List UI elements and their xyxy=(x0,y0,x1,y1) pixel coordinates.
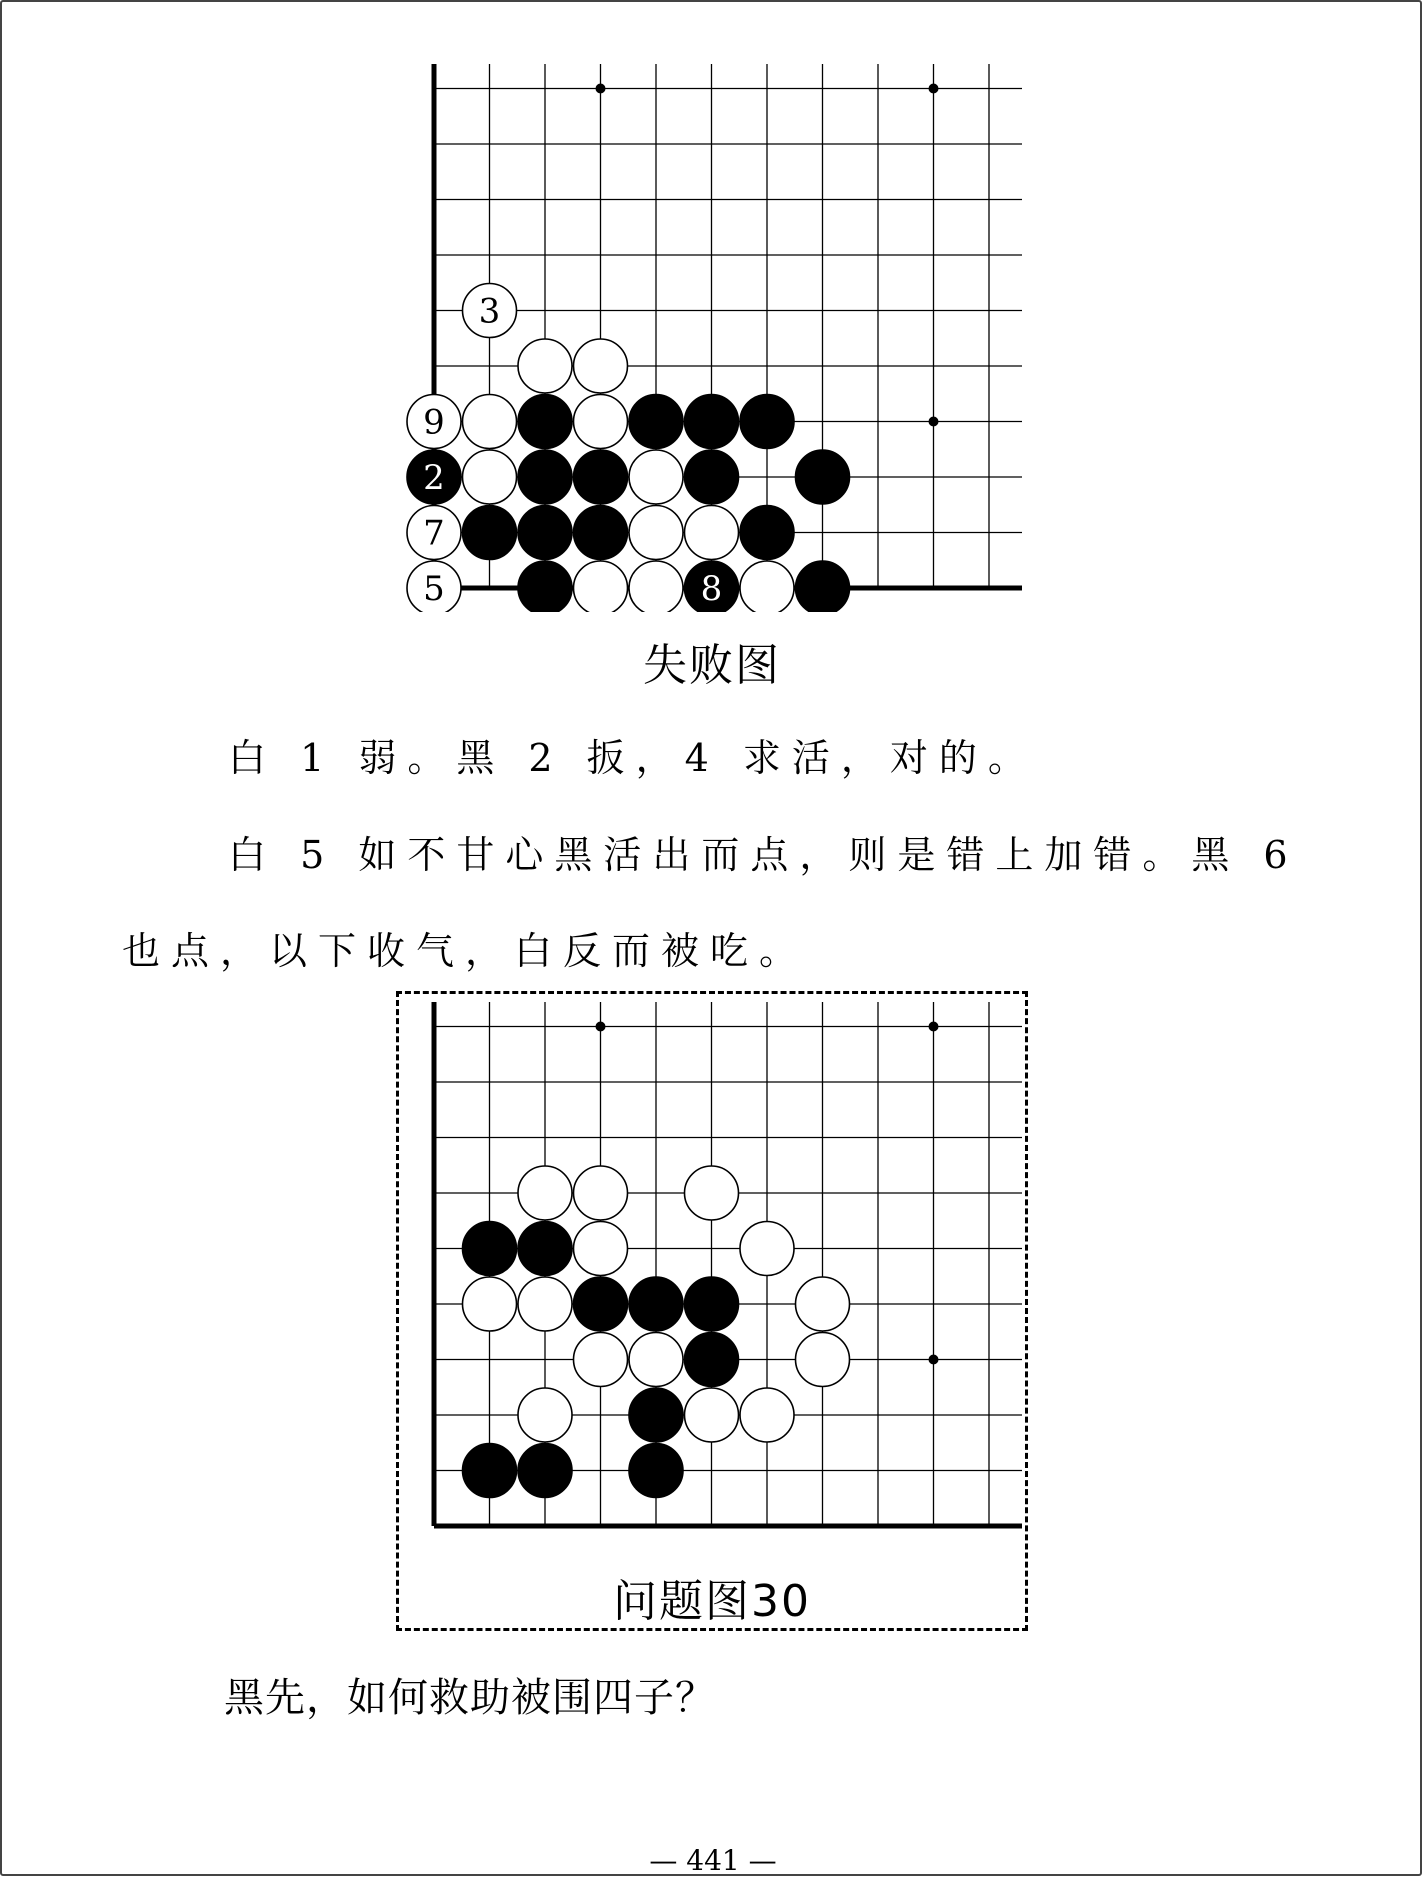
go-board-problem-30 xyxy=(402,990,1042,1550)
failure-board-move-number: 7 xyxy=(423,513,445,554)
failure-board-move-number: 9 xyxy=(423,402,445,443)
problem-board-white-stone xyxy=(796,1333,850,1387)
failure-board-black-stone xyxy=(796,561,850,612)
failure-board-star-point xyxy=(929,417,939,427)
failure-board-white-stone xyxy=(574,395,628,449)
problem-board-black-stone xyxy=(518,1444,572,1498)
failure-board-black-stone xyxy=(518,561,572,612)
problem-board-black-stone xyxy=(685,1333,739,1387)
failure-board-white-stone xyxy=(629,561,683,612)
failure-board-white-stone xyxy=(740,561,794,612)
commentary-paragraph-1: 白 1 弱。黑 2 扳，4 求活，对的。 xyxy=(228,736,1037,780)
problem-board-black-stone xyxy=(629,1388,683,1442)
problem-board-black-stone xyxy=(629,1277,683,1331)
failure-board-black-stone xyxy=(740,395,794,449)
problem-board-black-stone xyxy=(518,1222,572,1276)
problem-board-white-stone xyxy=(574,1333,628,1387)
problem-board-white-stone xyxy=(574,1222,628,1276)
failure-board-white-stone xyxy=(629,450,683,504)
problem-board-white-stone xyxy=(463,1277,517,1331)
problem-board-white-stone xyxy=(740,1388,794,1442)
go-board-failure-diagram xyxy=(402,52,1042,612)
problem-board-white-stone xyxy=(518,1277,572,1331)
problem-board-white-stone xyxy=(629,1333,683,1387)
problem-board-white-stone xyxy=(685,1166,739,1220)
failure-board-white-stone xyxy=(574,561,628,612)
failure-board-black-stone xyxy=(685,450,739,504)
problem-board-black-stone xyxy=(574,1277,628,1331)
failure-board-white-stone xyxy=(629,506,683,560)
failure-board-black-stone xyxy=(574,450,628,504)
failure-board-move-number: 2 xyxy=(423,458,445,498)
problem-board-star-point xyxy=(596,1022,606,1032)
problem-board-white-stone xyxy=(574,1166,628,1220)
failure-board-black-stone xyxy=(518,450,572,504)
problem-board-black-stone xyxy=(685,1277,739,1331)
page-number: — 441 — xyxy=(649,1844,777,1877)
failure-board-star-point xyxy=(596,84,606,94)
problem-board-black-stone xyxy=(463,1222,517,1276)
problem-board-black-stone xyxy=(629,1444,683,1498)
failure-board-move-number: 5 xyxy=(423,569,445,609)
problem-board-star-point xyxy=(929,1022,939,1032)
failure-board-black-stone xyxy=(518,506,572,560)
failure-diagram-caption: 失败图 xyxy=(643,640,781,691)
problem-board-white-stone xyxy=(685,1388,739,1442)
go-board-problem-svg xyxy=(402,990,1042,1550)
commentary-paragraph-2-line-2: 也点，以下收气，白反而被吃。 xyxy=(122,929,809,973)
failure-board-black-stone xyxy=(796,450,850,504)
problem-board-white-stone xyxy=(796,1277,850,1331)
failure-board-black-stone xyxy=(629,395,683,449)
problem-question: 黑先，如何救助被围四子？ xyxy=(224,1675,716,1721)
commentary-paragraph-2-line-1: 白 5 如不甘心黑活出而点，则是错上加错。黑 6 xyxy=(228,833,1299,877)
failure-board-star-point xyxy=(929,84,939,94)
failure-board-white-stone xyxy=(574,339,628,393)
go-board-failure-svg xyxy=(402,52,1042,612)
problem-board-white-stone xyxy=(740,1222,794,1276)
failure-board-black-stone xyxy=(518,395,572,449)
problem-board-white-stone xyxy=(518,1388,572,1442)
failure-board-move-number: 8 xyxy=(700,569,723,609)
failure-board-white-stone xyxy=(463,450,517,504)
failure-board-black-stone xyxy=(685,395,739,449)
failure-board-black-stone xyxy=(463,506,517,560)
failure-board-black-stone xyxy=(740,506,794,560)
failure-board-black-stone xyxy=(574,506,628,560)
failure-board-white-stone xyxy=(518,339,572,393)
failure-board-white-stone xyxy=(463,395,517,449)
failure-board-white-stone xyxy=(685,506,739,560)
failure-board-move-number: 3 xyxy=(478,291,501,332)
problem-diagram-caption: 问题图30 xyxy=(613,1576,811,1627)
problem-board-star-point xyxy=(929,1355,939,1365)
problem-board-white-stone xyxy=(518,1166,572,1220)
problem-board-black-stone xyxy=(463,1444,517,1498)
